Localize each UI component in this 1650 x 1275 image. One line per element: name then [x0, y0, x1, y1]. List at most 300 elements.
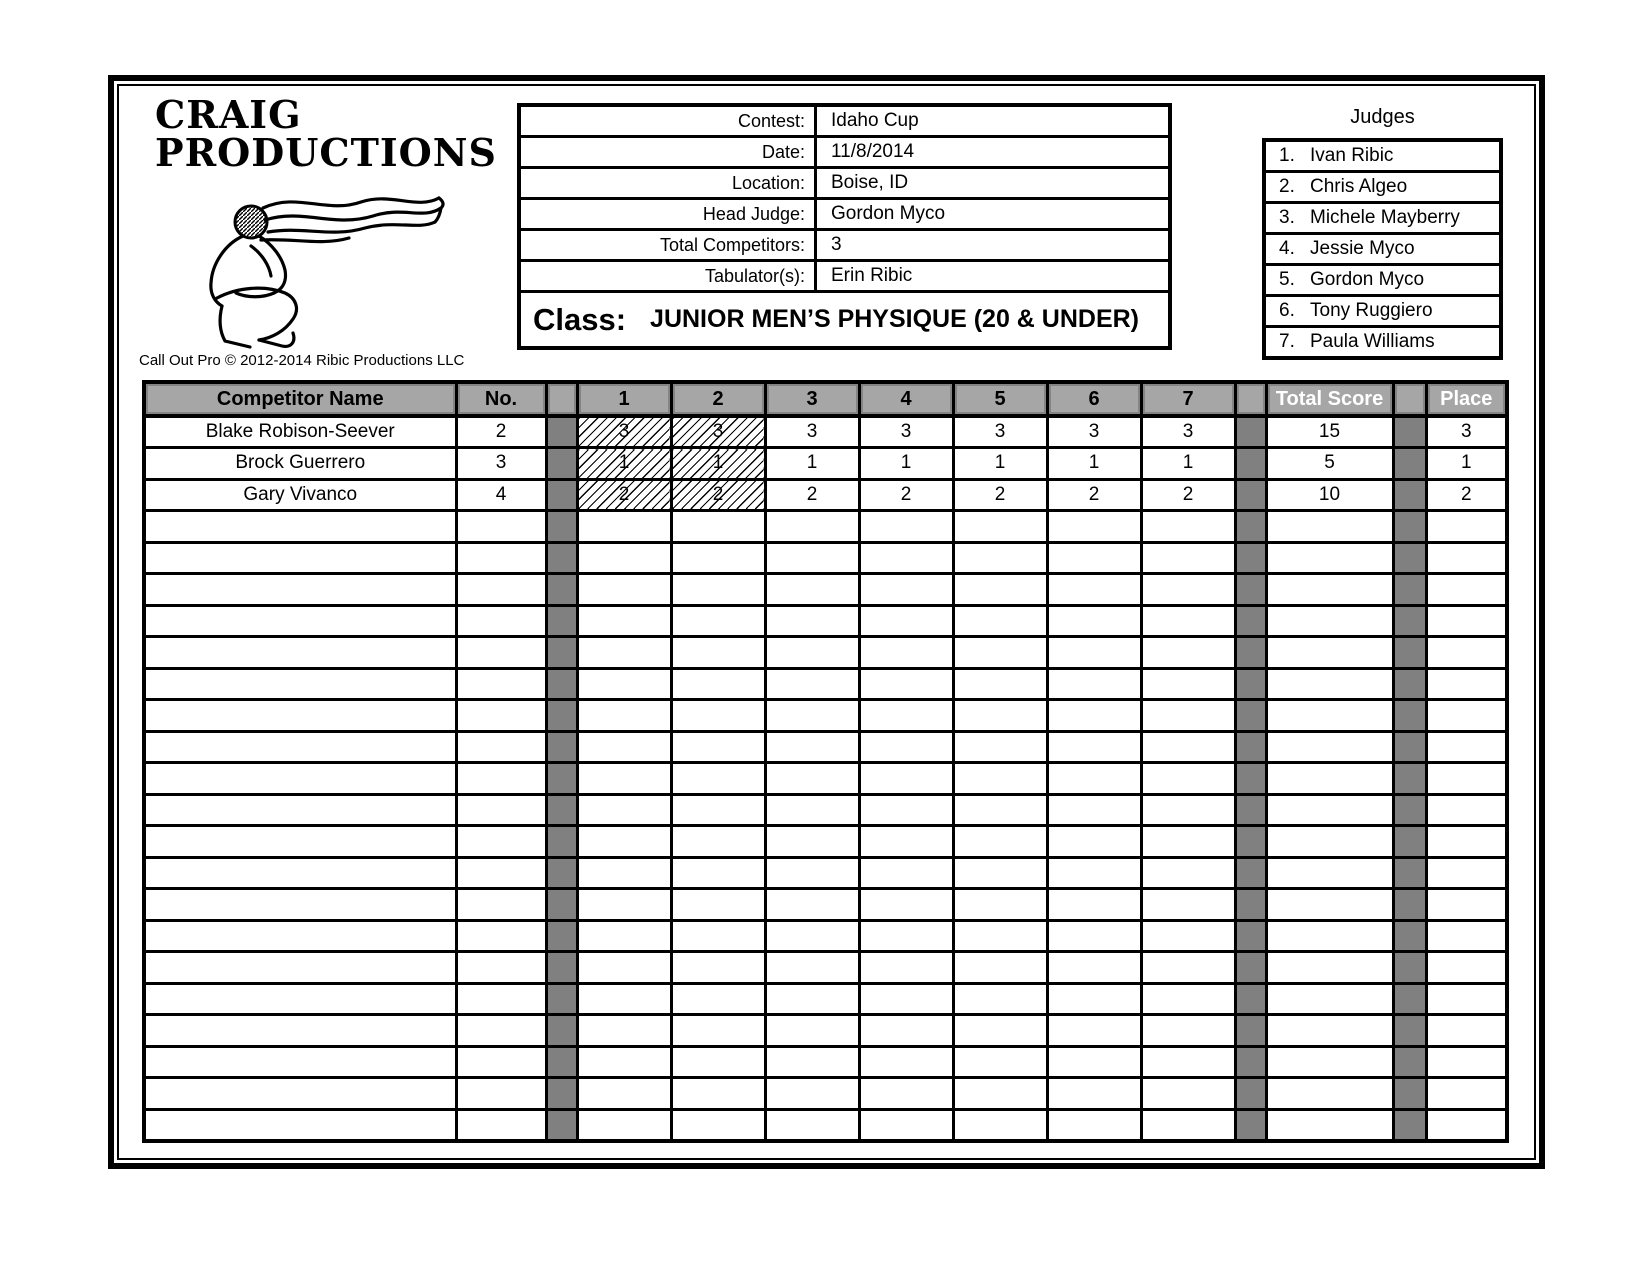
spacer-cell [1393, 1109, 1426, 1141]
tabulator-label: Tabulator(s): [521, 262, 817, 290]
date-label: Date: [521, 138, 817, 166]
judge-score-cell: 1 [859, 448, 953, 480]
competitor-name-cell [144, 668, 456, 700]
judge-7-header: 7 [1141, 382, 1235, 416]
judge-score-cell [765, 763, 859, 795]
judge-score-cell [765, 889, 859, 921]
competitor-name-cell [144, 920, 456, 952]
judge-score-cell [765, 574, 859, 606]
competitor-name-cell [144, 763, 456, 795]
judge-row [1266, 142, 1499, 173]
judge-score-cell [671, 826, 765, 858]
spacer-cell [1393, 637, 1426, 669]
judge-score-cell [577, 511, 671, 543]
spacer-cell [1235, 1109, 1266, 1141]
spacer-cell [1235, 637, 1266, 669]
judge-score-cell [1141, 511, 1235, 543]
spacer-cell [1235, 763, 1266, 795]
judge-score-cell [765, 1015, 859, 1047]
total-score-cell [1266, 511, 1393, 543]
info-row-tabulator [521, 262, 1168, 293]
judge-score-cell: 3 [953, 416, 1047, 448]
place-cell [1426, 1078, 1507, 1110]
judge-score-cell [953, 731, 1047, 763]
empty-row [144, 983, 1507, 1015]
judge-score-cell [671, 920, 765, 952]
competitor-name-cell [144, 983, 456, 1015]
place-cell [1426, 542, 1507, 574]
judge-score-cell [1141, 920, 1235, 952]
empty-row [144, 637, 1507, 669]
judge-score-cell [953, 637, 1047, 669]
spacer-cell [1393, 511, 1426, 543]
judge-number: 7. [1279, 331, 1295, 352]
total-score-cell: 10 [1266, 479, 1393, 511]
competitor-no-cell [456, 763, 546, 795]
competitor-no-cell [456, 889, 546, 921]
empty-row [144, 857, 1507, 889]
spacer-cell [1235, 1078, 1266, 1110]
total-score-cell [1266, 983, 1393, 1015]
empty-row [144, 826, 1507, 858]
judge-score-cell [1047, 511, 1141, 543]
judge-score-cell [859, 794, 953, 826]
judge-number: 1. [1279, 145, 1295, 166]
judge-score-cell [1047, 794, 1141, 826]
spacer-cell [1393, 700, 1426, 732]
judge-score-cell [577, 637, 671, 669]
total-score-header: Total Score [1266, 382, 1393, 416]
judge-score-cell [577, 731, 671, 763]
competitor-name-cell [144, 574, 456, 606]
judge-score-cell [1047, 920, 1141, 952]
judge-score-cell: 2 [1047, 479, 1141, 511]
spacer-cell [546, 826, 577, 858]
place-cell [1426, 1046, 1507, 1078]
competitor-no-cell [456, 794, 546, 826]
judge-score-cell [765, 511, 859, 543]
total-score-cell [1266, 574, 1393, 606]
spacer-cell [1393, 668, 1426, 700]
judge-score-cell [1141, 794, 1235, 826]
judge-score-cell [859, 857, 953, 889]
judge-score-cell [1141, 1015, 1235, 1047]
head-judge-label: Head Judge: [521, 200, 817, 228]
judge-score-cell [953, 983, 1047, 1015]
logo-line2: PRODUCTIONS [155, 130, 497, 175]
judge-score-cell [1141, 668, 1235, 700]
judge-row [1266, 297, 1499, 328]
spacer-cell [1393, 1046, 1426, 1078]
competitor-name-cell [144, 700, 456, 732]
judge-score-cell [953, 1046, 1047, 1078]
judge-score-cell [671, 794, 765, 826]
spacer-cell [546, 857, 577, 889]
judge-score-cell [765, 1078, 859, 1110]
competitor-name-cell [144, 637, 456, 669]
spacer-cell [1235, 826, 1266, 858]
judge-score-cell [671, 637, 765, 669]
judge-score-cell [765, 826, 859, 858]
competitor-no-header: No. [456, 382, 546, 416]
spacer-cell [1235, 1046, 1266, 1078]
spacer-cell [546, 952, 577, 984]
judge-score-cell [577, 542, 671, 574]
judge-score-cell: 3 [671, 416, 765, 448]
judge-score-cell [577, 1078, 671, 1110]
judge-2-header: 2 [671, 382, 765, 416]
empty-row [144, 1046, 1507, 1078]
judge-score-cell: 2 [671, 479, 765, 511]
judge-score-cell [859, 952, 953, 984]
location-value: Boise, ID [831, 172, 909, 193]
competitor-no-cell [456, 952, 546, 984]
competitor-name-cell [144, 605, 456, 637]
judge-score-cell [671, 889, 765, 921]
judge-name: Michele Mayberry [1310, 207, 1460, 228]
competitor-row [144, 448, 1507, 480]
score-sheet-page [108, 75, 1545, 1169]
judge-score-cell [671, 857, 765, 889]
competitor-no-cell [456, 983, 546, 1015]
judge-name: Ivan Ribic [1310, 145, 1394, 166]
spacer-header [546, 382, 577, 416]
total-score-cell [1266, 605, 1393, 637]
place-cell [1426, 605, 1507, 637]
total-score-cell [1266, 542, 1393, 574]
total-competitors-label: Total Competitors: [521, 231, 817, 259]
judge-score-cell [671, 763, 765, 795]
score-table [142, 380, 1509, 1143]
judge-score-cell [1047, 574, 1141, 606]
judge-score-cell: 3 [1047, 416, 1141, 448]
judge-score-cell [859, 637, 953, 669]
date-value: 11/8/2014 [831, 141, 915, 162]
head-judge-value: Gordon Myco [831, 203, 946, 224]
competitor-no-cell [456, 542, 546, 574]
spacer-cell [546, 763, 577, 795]
competitor-name-cell [144, 731, 456, 763]
competitor-no-cell: 4 [456, 479, 546, 511]
judge-score-cell [577, 920, 671, 952]
spacer-cell [1235, 1015, 1266, 1047]
tabulator-value: Erin Ribic [831, 265, 913, 286]
place-header: Place [1426, 382, 1507, 416]
judge-score-cell [671, 1078, 765, 1110]
spacer-cell [546, 731, 577, 763]
judge-score-cell: 2 [859, 479, 953, 511]
judge-score-cell [1047, 542, 1141, 574]
judge-score-cell [671, 952, 765, 984]
judge-score-cell [1141, 857, 1235, 889]
competitor-name-cell [144, 1109, 456, 1141]
judge-score-cell [1141, 1046, 1235, 1078]
judges-box [1262, 138, 1503, 360]
place-cell [1426, 1015, 1507, 1047]
spacer-cell [1393, 574, 1426, 606]
place-cell [1426, 1109, 1507, 1141]
judge-score-cell [577, 889, 671, 921]
info-row-contest [521, 107, 1168, 138]
judge-score-cell [1047, 1046, 1141, 1078]
judge-number: 5. [1279, 269, 1295, 290]
spacer-cell [1393, 542, 1426, 574]
spacer-cell [1235, 511, 1266, 543]
judge-score-cell: 3 [859, 416, 953, 448]
spacer-cell [1393, 889, 1426, 921]
judge-number: 2. [1279, 176, 1295, 197]
judge-score-cell [859, 574, 953, 606]
empty-row [144, 542, 1507, 574]
spacer-cell [546, 889, 577, 921]
judge-score-cell [859, 1046, 953, 1078]
judge-score-cell [953, 1109, 1047, 1141]
location-label: Location: [521, 169, 817, 197]
spacer-cell [546, 794, 577, 826]
total-score-cell [1266, 637, 1393, 669]
contest-value: Idaho Cup [831, 110, 919, 131]
total-competitors-value: 3 [831, 234, 842, 255]
place-cell [1426, 574, 1507, 606]
total-score-cell [1266, 889, 1393, 921]
empty-row [144, 952, 1507, 984]
score-sheet-inner-frame [117, 84, 1536, 1160]
judge-score-cell [765, 794, 859, 826]
competitor-name-cell [144, 1046, 456, 1078]
place-cell [1426, 826, 1507, 858]
judge-row [1266, 266, 1499, 297]
spacer-cell [1393, 1015, 1426, 1047]
spacer-cell [546, 637, 577, 669]
spacer-cell [1235, 794, 1266, 826]
spacer-cell [1235, 448, 1266, 480]
judge-score-cell [1141, 542, 1235, 574]
competitor-name-cell [144, 542, 456, 574]
judge-score-cell [1047, 668, 1141, 700]
judge-score-cell [577, 574, 671, 606]
info-row-total-competitors [521, 231, 1168, 262]
judge-score-cell [1141, 574, 1235, 606]
logo-line1: CRAIG [155, 92, 302, 137]
judge-score-cell [859, 920, 953, 952]
judge-score-cell [577, 983, 671, 1015]
competitor-name-cell [144, 857, 456, 889]
judge-score-cell: 2 [1141, 479, 1235, 511]
judge-score-cell [953, 889, 1047, 921]
judge-score-cell: 1 [765, 448, 859, 480]
judge-score-cell [671, 668, 765, 700]
judge-score-cell [671, 731, 765, 763]
empty-row [144, 1109, 1507, 1141]
judge-score-cell [1047, 605, 1141, 637]
empty-row [144, 1078, 1507, 1110]
spacer-cell [546, 448, 577, 480]
judge-score-cell [765, 668, 859, 700]
competitor-name-cell: Brock Guerrero [144, 448, 456, 480]
spacer-cell [546, 920, 577, 952]
spacer-cell [546, 700, 577, 732]
competitor-name-cell: Gary Vivanco [144, 479, 456, 511]
total-score-cell [1266, 1046, 1393, 1078]
judge-score-cell [1047, 983, 1141, 1015]
judge-score-cell [953, 700, 1047, 732]
judge-score-cell [577, 826, 671, 858]
judge-score-cell [859, 826, 953, 858]
judge-score-cell [1141, 1078, 1235, 1110]
spacer-header [1393, 382, 1426, 416]
judge-score-cell: 2 [953, 479, 1047, 511]
judge-score-cell [671, 1109, 765, 1141]
total-score-cell [1266, 952, 1393, 984]
judge-score-cell [953, 794, 1047, 826]
judge-row [1266, 204, 1499, 235]
judge-score-cell [577, 1109, 671, 1141]
judge-score-cell: 1 [953, 448, 1047, 480]
spacer-cell [546, 605, 577, 637]
spacer-cell [1235, 605, 1266, 637]
competitor-no-cell [456, 857, 546, 889]
spacer-cell [1393, 794, 1426, 826]
judge-score-cell [953, 952, 1047, 984]
total-score-cell [1266, 731, 1393, 763]
judge-score-cell: 1 [1047, 448, 1141, 480]
spacer-cell [1235, 952, 1266, 984]
judge-score-cell [859, 668, 953, 700]
judge-score-cell [765, 542, 859, 574]
score-table-header-row [144, 382, 1507, 416]
judge-score-cell [765, 920, 859, 952]
place-cell [1426, 920, 1507, 952]
judge-score-cell [577, 794, 671, 826]
spacer-cell [1235, 857, 1266, 889]
place-cell [1426, 763, 1507, 795]
place-cell [1426, 794, 1507, 826]
place-cell [1426, 983, 1507, 1015]
spacer-cell [1235, 983, 1266, 1015]
competitor-no-cell [456, 668, 546, 700]
spacer-cell [1393, 826, 1426, 858]
total-score-cell [1266, 1015, 1393, 1047]
spacer-cell [1393, 1078, 1426, 1110]
bodybuilder-figure-icon [135, 180, 445, 350]
place-cell [1426, 731, 1507, 763]
judge-score-cell [953, 574, 1047, 606]
judge-5-header: 5 [953, 382, 1047, 416]
judge-score-cell [953, 857, 1047, 889]
spacer-cell [1235, 700, 1266, 732]
spacer-cell [1235, 889, 1266, 921]
spacer-cell [1235, 731, 1266, 763]
total-score-cell [1266, 794, 1393, 826]
info-row-location [521, 169, 1168, 200]
judge-3-header: 3 [765, 382, 859, 416]
place-cell [1426, 857, 1507, 889]
competitor-no-cell [456, 1109, 546, 1141]
competitor-name-cell [144, 826, 456, 858]
judge-score-cell [577, 605, 671, 637]
judge-6-header: 6 [1047, 382, 1141, 416]
judge-score-cell [859, 763, 953, 795]
competitor-name-cell [144, 1015, 456, 1047]
spacer-cell [546, 416, 577, 448]
judge-name: Paula Williams [1310, 331, 1435, 352]
spacer-cell [1393, 605, 1426, 637]
empty-row [144, 731, 1507, 763]
spacer-cell [546, 1015, 577, 1047]
judge-score-cell [1141, 605, 1235, 637]
judge-score-cell [577, 1015, 671, 1047]
logo-wordmark [155, 92, 497, 175]
spacer-cell [546, 983, 577, 1015]
total-score-cell [1266, 857, 1393, 889]
competitor-no-cell [456, 574, 546, 606]
copyright-line: Call Out Pro © 2012-2014 Ribic Productions LLC [139, 352, 465, 369]
spacer-cell [1393, 920, 1426, 952]
judge-score-cell [1047, 1015, 1141, 1047]
judge-score-cell [577, 857, 671, 889]
judge-score-cell [671, 700, 765, 732]
competitor-no-cell [456, 637, 546, 669]
judge-name: Chris Algeo [1310, 176, 1408, 197]
judge-score-cell [859, 731, 953, 763]
empty-row [144, 668, 1507, 700]
competitor-no-cell: 3 [456, 448, 546, 480]
judge-score-cell [1047, 731, 1141, 763]
judge-score-cell [859, 700, 953, 732]
empty-row [144, 763, 1507, 795]
judge-score-cell [671, 1015, 765, 1047]
judge-score-cell [859, 889, 953, 921]
judges-title: Judges [1350, 106, 1415, 128]
judge-score-cell [859, 1109, 953, 1141]
judge-score-cell [1141, 826, 1235, 858]
spacer-cell [1235, 479, 1266, 511]
judge-score-cell [859, 983, 953, 1015]
competitor-no-cell [456, 511, 546, 543]
score-table-wrap [142, 380, 1509, 1143]
judge-score-cell [859, 1015, 953, 1047]
spacer-cell [546, 511, 577, 543]
info-row-head-judge [521, 200, 1168, 231]
judge-score-cell [953, 542, 1047, 574]
judge-score-cell [1141, 1109, 1235, 1141]
judge-score-cell [1047, 857, 1141, 889]
place-cell: 1 [1426, 448, 1507, 480]
judge-score-cell [1141, 731, 1235, 763]
judge-row [1266, 173, 1499, 204]
total-score-cell: 15 [1266, 416, 1393, 448]
competitor-no-cell [456, 700, 546, 732]
judge-score-cell [765, 952, 859, 984]
judge-score-cell [953, 920, 1047, 952]
judge-score-cell [765, 1109, 859, 1141]
judge-score-cell [671, 511, 765, 543]
spacer-cell [1235, 668, 1266, 700]
judge-score-cell [1047, 952, 1141, 984]
empty-row [144, 574, 1507, 606]
judge-score-cell [1141, 983, 1235, 1015]
judge-score-cell [765, 700, 859, 732]
competitor-name-cell: Blake Robison-Seever [144, 416, 456, 448]
judge-score-cell: 3 [1141, 416, 1235, 448]
judge-score-cell [1047, 1078, 1141, 1110]
judge-score-cell [1047, 637, 1141, 669]
judge-score-cell: 2 [765, 479, 859, 511]
class-value: JUNIOR MEN’S PHYSIQUE (20 & UNDER) [650, 305, 1140, 333]
judge-score-cell: 2 [577, 479, 671, 511]
total-score-cell: 5 [1266, 448, 1393, 480]
judge-score-cell [1047, 826, 1141, 858]
